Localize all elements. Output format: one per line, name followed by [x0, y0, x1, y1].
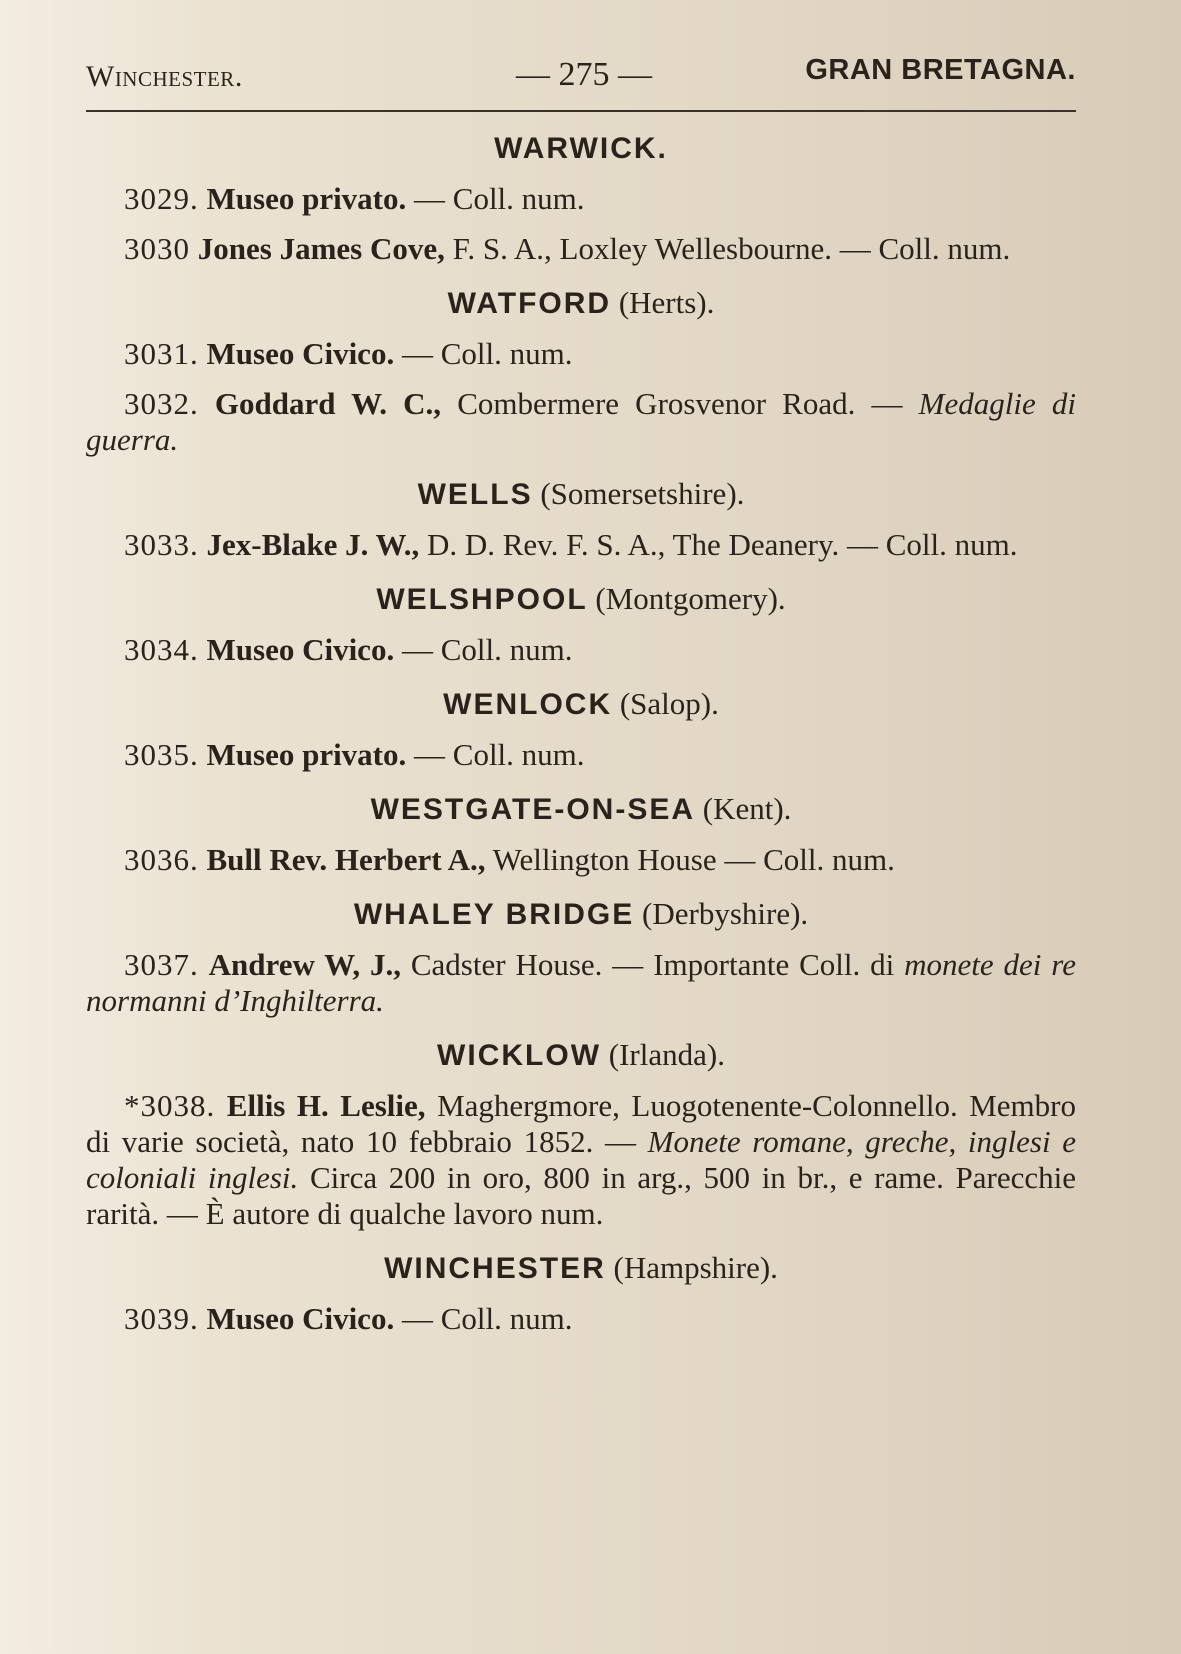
collector-name: Jones James Cove, — [197, 231, 445, 266]
entry-details: Combermere Grosvenor Road. — — [441, 386, 919, 421]
place-heading — [86, 789, 1076, 830]
place-section — [86, 579, 1076, 668]
entry-details: — Coll. num. — [394, 632, 573, 667]
collector-name: Jex-Blake J. W., — [206, 527, 420, 562]
catalog-entry — [86, 1301, 1076, 1337]
entry-number: 3033. — [124, 527, 199, 562]
place-heading — [86, 1035, 1076, 1076]
place-name: WESTGATE-ON-SEA — [370, 793, 696, 826]
catalog-entry — [86, 386, 1076, 458]
header-rule — [86, 110, 1076, 112]
place-heading — [86, 474, 1076, 515]
place-region: (Derbyshire). — [642, 896, 809, 931]
place-region: (Salop). — [619, 686, 719, 721]
entry-details: D. D. Rev. F. S. A., The Deanery. — Coll. num. — [419, 527, 1018, 562]
place-heading — [86, 283, 1076, 324]
place-region: (Herts). — [618, 285, 715, 320]
place-name: WENLOCK — [443, 688, 613, 721]
catalog-entry — [86, 842, 1076, 878]
collector-name: Andrew W, J., — [208, 947, 401, 982]
entry-number: 3035. — [124, 737, 199, 772]
place-section — [86, 474, 1076, 563]
catalog-sections — [86, 128, 1076, 1337]
catalog-entry — [86, 231, 1076, 267]
collector-name: Museo Civico. — [206, 1301, 395, 1336]
place-section — [86, 1035, 1076, 1232]
place-name: WATFORD — [447, 287, 612, 320]
entry-number: 3030 — [124, 231, 190, 266]
entry-details: — Coll. num. — [394, 1301, 573, 1336]
running-header — [86, 52, 1076, 106]
place-section — [86, 1248, 1076, 1337]
place-section — [86, 894, 1076, 1019]
collector-name: Museo Civico. — [206, 336, 395, 371]
header-place: Winchester. — [86, 60, 243, 93]
entry-number: 3031. — [124, 336, 199, 371]
place-section — [86, 789, 1076, 878]
place-region: (Irlanda). — [608, 1037, 725, 1072]
collector-name: Goddard W. C., — [214, 386, 442, 421]
place-section — [86, 684, 1076, 773]
collection-description: Medaglie di guerra. — [86, 386, 1077, 457]
page-number: — 275 — — [516, 56, 652, 93]
collector-name: Museo privato. — [206, 181, 407, 216]
catalog-entry — [86, 527, 1076, 563]
place-region: (Kent). — [702, 791, 792, 826]
catalog-entry — [86, 737, 1076, 773]
place-name: WINCHESTER — [384, 1252, 606, 1285]
place-section — [86, 128, 1076, 267]
catalog-entry — [86, 181, 1076, 217]
entry-number: 3029. — [124, 181, 199, 216]
catalog-entry — [86, 336, 1076, 372]
catalog-entry — [86, 947, 1076, 1019]
place-name: WELLS — [417, 478, 533, 511]
catalog-entry — [86, 1088, 1076, 1232]
entry-number: 3032. — [124, 386, 199, 421]
place-name: WARWICK. — [494, 132, 668, 165]
place-heading — [86, 579, 1076, 620]
place-heading — [86, 1248, 1076, 1289]
collector-name: Ellis H. Leslie, — [226, 1088, 426, 1123]
entry-number: 3034. — [124, 632, 199, 667]
place-heading — [86, 894, 1076, 935]
entry-details: Maghergmore, Luogotenente-Colonnello. Membro di varie società, nato 10 febbraio 1852. — — [86, 1088, 1076, 1159]
entry-details: — Coll. num. — [406, 181, 585, 216]
entry-details: — Coll. num. — [394, 336, 573, 371]
place-heading — [86, 128, 1076, 169]
entry-details: — Coll. num. — [406, 737, 585, 772]
entry-number: 3039. — [124, 1301, 199, 1336]
catalog-entry — [86, 632, 1076, 668]
collection-description: monete dei re normanni d’Inghilterra. — [86, 947, 1076, 1018]
entry-number: 3037. — [124, 947, 199, 982]
entry-notes: Circa 200 in oro, 800 in arg., 500 in br., e rame. Parecchie rarità. — È autore di qualche lavoro num. — [86, 1160, 1077, 1231]
entry-details: F. S. A., Loxley Wellesbourne. — Coll. num. — [444, 231, 1011, 266]
collector-name: Bull Rev. Herbert A., — [206, 842, 486, 877]
entry-number: *3038. — [124, 1088, 216, 1123]
catalog-page — [86, 52, 1076, 1351]
place-region: (Hampshire). — [613, 1250, 778, 1285]
entry-details: Wellington House — Coll. num. — [485, 842, 895, 877]
collection-description: Monete romane, greche, inglesi e coloniali inglesi. — [86, 1124, 1076, 1195]
entry-details: Cadster House. — Importante Coll. di — [400, 947, 905, 982]
place-region: (Montgomery). — [595, 581, 786, 616]
place-name: WHALEY BRIDGE — [353, 898, 635, 931]
place-section — [86, 283, 1076, 458]
place-name: WICKLOW — [437, 1039, 602, 1072]
collector-name: Museo Civico. — [206, 632, 395, 667]
place-heading — [86, 684, 1076, 725]
place-region: (Somersetshire). — [540, 476, 745, 511]
collector-name: Museo privato. — [206, 737, 407, 772]
header-country: GRAN BRETAGNA. — [805, 54, 1076, 86]
place-name: WELSHPOOL — [376, 583, 588, 616]
entry-number: 3036. — [124, 842, 199, 877]
